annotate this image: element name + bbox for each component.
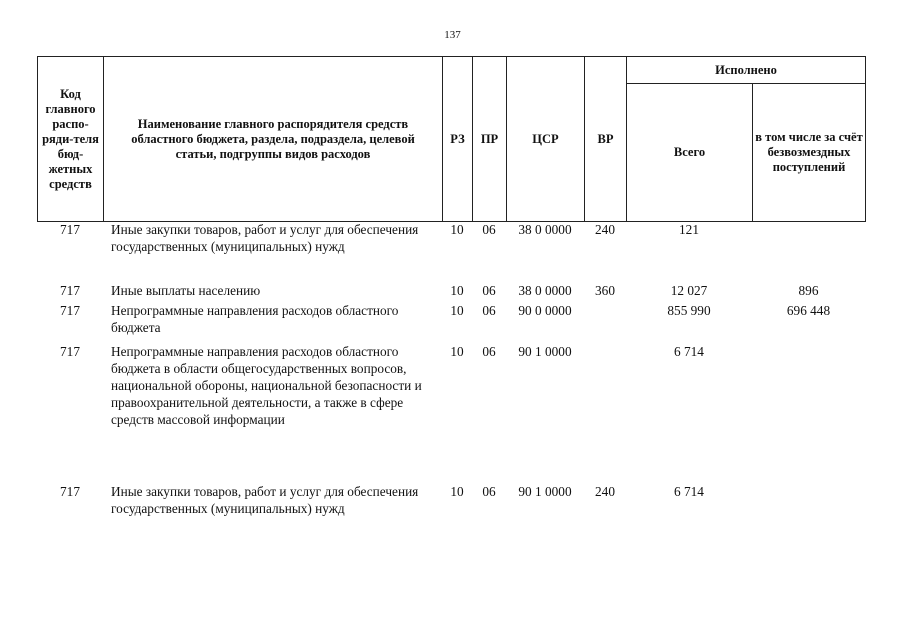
row-csr: 38 0 0000 bbox=[518, 222, 572, 237]
row-rz: 10 bbox=[450, 303, 464, 318]
header-vr: ВР bbox=[585, 57, 627, 222]
row-total: 12 027 bbox=[670, 283, 708, 298]
row-csr: 90 1 0000 bbox=[518, 344, 572, 359]
row-total: 855 990 bbox=[667, 303, 711, 318]
row-pr: 06 bbox=[482, 222, 496, 237]
row-name: Иные закупки товаров, работ и услуг для обеспечения государственных (муниципальных) нужд bbox=[111, 484, 419, 516]
row-rz: 10 bbox=[450, 222, 464, 237]
header-executed: Исполнено bbox=[627, 57, 866, 84]
row-pr: 06 bbox=[482, 344, 496, 359]
row-pr: 06 bbox=[482, 303, 496, 318]
row-csr: 90 1 0000 bbox=[518, 484, 572, 499]
row-name: Непрограммные направления расходов областного бюджета в области общегосударственных вопросов, национальной обороны, национальной безопасности и правоохранительной деятельности, а также в сфере средств массовой информации bbox=[111, 344, 422, 427]
header-free: в том числе за счёт безвозмездных поступлений bbox=[753, 84, 866, 222]
row-rz: 10 bbox=[450, 344, 464, 359]
header-name: Наименование главного распорядителя средств областного бюджета, раздела, подраздела, целевой статьи, подгруппы видов расходов bbox=[104, 57, 443, 222]
row-total: 6 714 bbox=[674, 344, 704, 359]
header-total: Всего bbox=[627, 84, 753, 222]
row-code: 717 bbox=[60, 484, 80, 499]
row-code: 717 bbox=[60, 303, 80, 318]
row-vr: 360 bbox=[595, 283, 615, 298]
row-total: 6 714 bbox=[674, 484, 704, 499]
header-pr: ПР bbox=[473, 57, 507, 222]
row-rz: 10 bbox=[450, 283, 464, 298]
row-vr: 240 bbox=[595, 222, 615, 237]
header-csr: ЦСР bbox=[507, 57, 585, 222]
row-free: 696 448 bbox=[786, 303, 831, 318]
row-code: 717 bbox=[60, 222, 80, 237]
row-total: 121 bbox=[679, 222, 699, 237]
row-code: 717 bbox=[60, 283, 80, 298]
page-number: 137 bbox=[444, 29, 461, 41]
row-rz: 10 bbox=[450, 484, 464, 499]
row-pr: 06 bbox=[482, 484, 496, 499]
row-csr: 38 0 0000 bbox=[518, 283, 572, 298]
row-name: Непрограммные направления расходов областного бюджета bbox=[111, 303, 399, 335]
row-name: Иные выплаты населению bbox=[111, 283, 261, 298]
table-header bbox=[37, 56, 866, 222]
row-csr: 90 0 0000 bbox=[518, 303, 572, 318]
row-pr: 06 bbox=[482, 283, 496, 298]
row-free: 896 bbox=[798, 283, 819, 298]
header-rz: РЗ bbox=[443, 57, 473, 222]
header-code: Код главного распо-ряди-теля бюд-жетных средств bbox=[38, 57, 104, 222]
row-name: Иные закупки товаров, работ и услуг для обеспечения государственных (муниципальных) нужд bbox=[111, 222, 419, 254]
row-code: 717 bbox=[60, 344, 80, 359]
row-vr: 240 bbox=[595, 484, 615, 499]
